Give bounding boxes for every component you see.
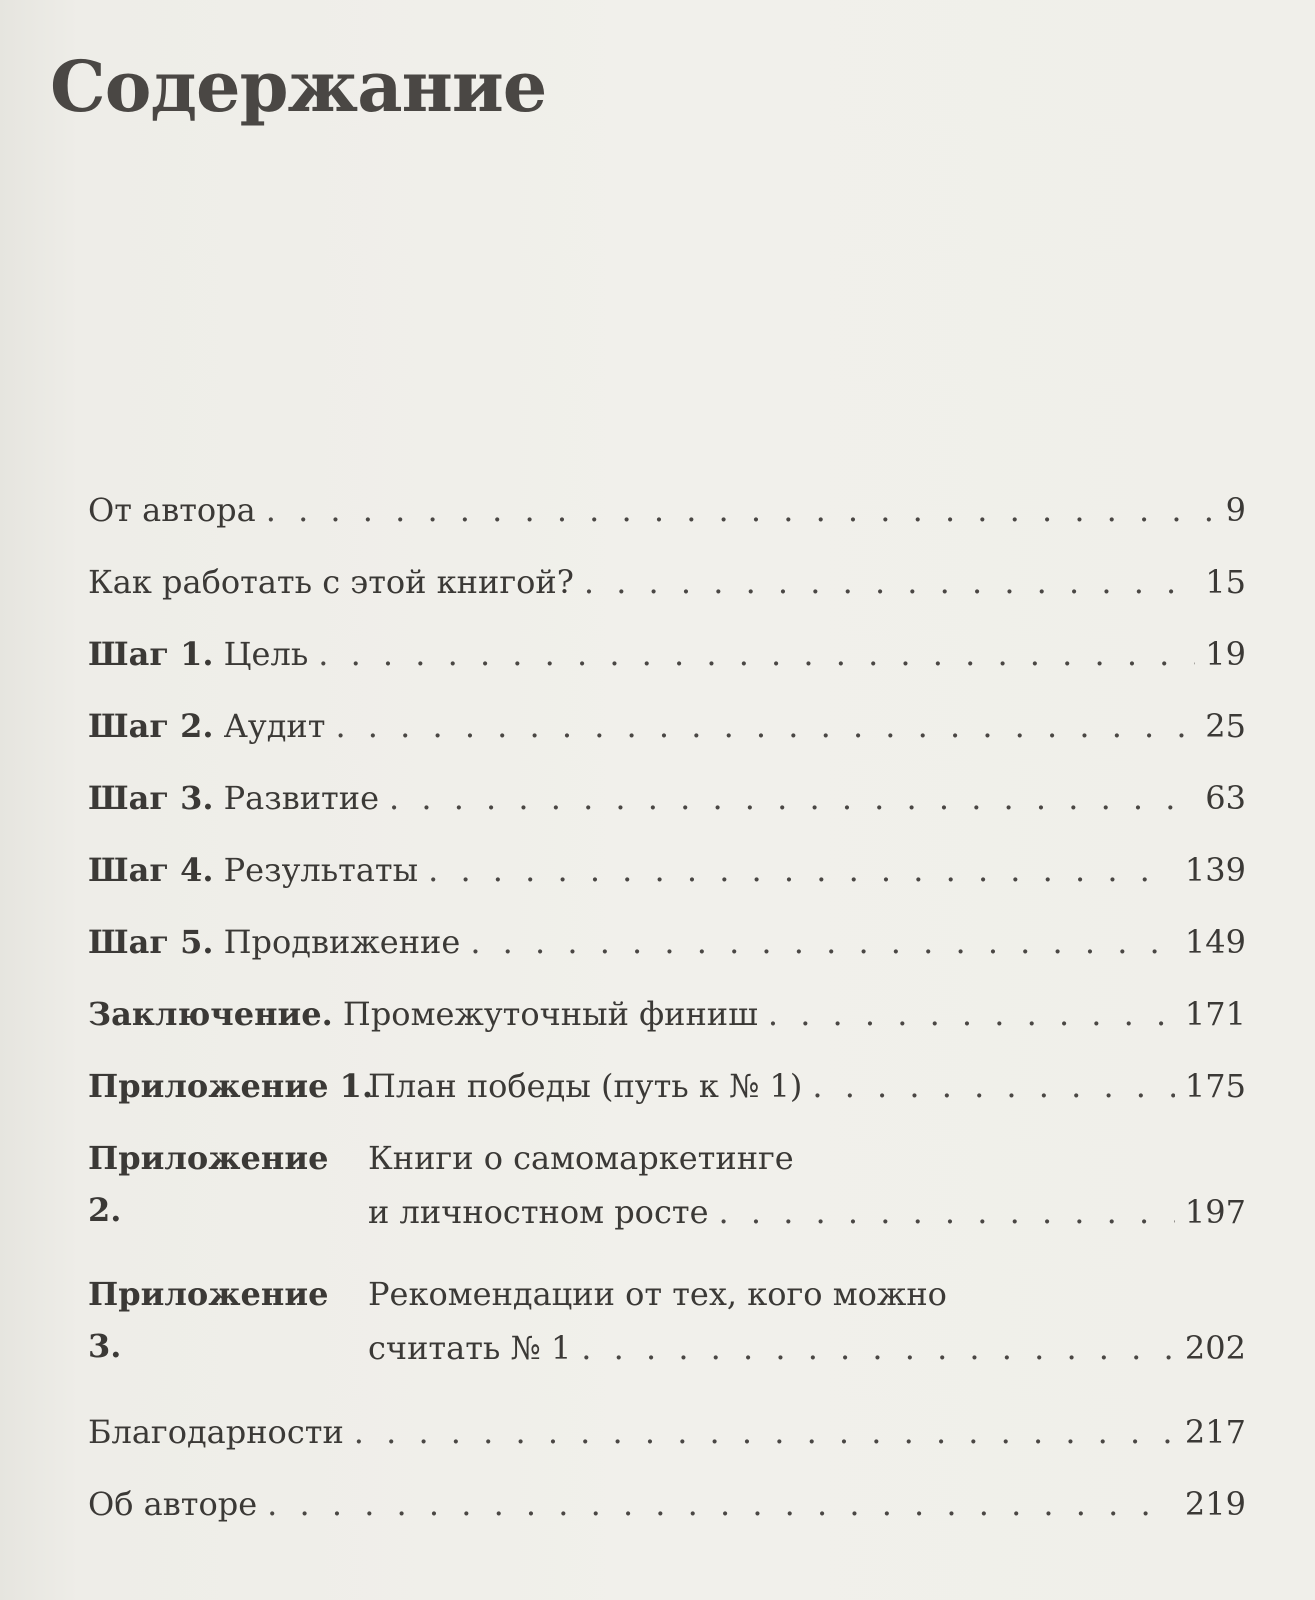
dot-leader (812, 1060, 1175, 1112)
toc-entry-appendix-3[interactable] (88, 1268, 1246, 1388)
toc-entry-text-continued: считать № 1 (368, 1329, 572, 1367)
toc-entry-label (88, 844, 418, 896)
toc-page-number: 197 (1184, 1193, 1246, 1231)
toc-entry-prefix: Шаг 4. (88, 851, 214, 889)
toc-entry-label (88, 628, 308, 680)
toc-page-number: 217 (1184, 1413, 1246, 1451)
toc-page-number: 171 (1184, 995, 1246, 1033)
dot-leader (267, 1478, 1175, 1530)
toc-entry-about-author[interactable] (88, 1478, 1246, 1550)
toc-entry-label (88, 700, 325, 752)
dot-leader (428, 844, 1175, 896)
dot-leader (584, 556, 1195, 608)
toc-entry-text: Аудит (223, 707, 326, 745)
page-title: Содержание (50, 45, 547, 128)
table-of-contents (88, 484, 1246, 1550)
toc-entry-prefix: Шаг 1. (88, 635, 214, 673)
toc-entry-text: Промежуточный финиш (342, 995, 758, 1033)
dot-leader (768, 988, 1175, 1040)
dot-leader (581, 1322, 1175, 1374)
toc-entry-step-4[interactable] (88, 844, 1246, 916)
toc-entry-text-continued: и личностном росте (368, 1193, 709, 1231)
toc-entry-text: Цель (223, 635, 309, 673)
dot-leader (266, 484, 1216, 536)
dot-leader (354, 1406, 1175, 1458)
toc-entry-prefix: Приложение 1. (88, 1067, 373, 1105)
toc-entry-from-author[interactable] (88, 484, 1246, 556)
toc-page-number: 175 (1184, 1067, 1246, 1105)
toc-entry-text: Продвижение (223, 923, 461, 961)
toc-page-number: 63 (1205, 779, 1246, 817)
toc-entry-prefix: Шаг 3. (88, 779, 214, 817)
dot-leader (719, 1186, 1175, 1238)
toc-entry-text: Благодарности (88, 1413, 344, 1451)
toc-entry-text: Развитие (223, 779, 380, 817)
toc-entry-text: Об авторе (88, 1485, 258, 1523)
toc-entry-label (88, 772, 379, 824)
toc-page-number: 139 (1184, 851, 1246, 889)
toc-entry-step-3[interactable] (88, 772, 1246, 844)
toc-entry-text: Как работать с этой книгой? (88, 563, 574, 601)
dot-leader (470, 916, 1175, 968)
toc-entry-step-1[interactable] (88, 628, 1246, 700)
toc-entry-appendix-1[interactable] (88, 1060, 1246, 1132)
toc-page-number: 202 (1184, 1329, 1246, 1367)
toc-entry-text: От автора (88, 491, 256, 529)
toc-entry-text: План победы (путь к № 1) (368, 1067, 803, 1105)
toc-page-number: 219 (1184, 1485, 1246, 1523)
toc-entry-prefix: Шаг 2. (88, 707, 214, 745)
toc-entry-text: Рекомендации от тех, кого можно (368, 1275, 947, 1313)
toc-entry-conclusion[interactable] (88, 988, 1246, 1060)
dot-leader (389, 772, 1195, 824)
toc-entry-text: Результаты (223, 851, 419, 889)
toc-entry-step-2[interactable] (88, 700, 1246, 772)
toc-entry-appendix-2[interactable] (88, 1132, 1246, 1252)
toc-page-number: 25 (1205, 707, 1246, 745)
toc-page-number: 15 (1205, 563, 1246, 601)
toc-entry-label (88, 988, 758, 1040)
toc-entry-prefix: Приложение 3. (88, 1275, 329, 1365)
toc-page-number: 9 (1225, 491, 1246, 529)
toc-page-number: 149 (1184, 923, 1246, 961)
toc-entry-acknowledgements[interactable] (88, 1406, 1246, 1478)
toc-entry-prefix: Шаг 5. (88, 923, 214, 961)
toc-page-number: 19 (1205, 635, 1246, 673)
toc-entry-how-to-work[interactable] (88, 556, 1246, 628)
toc-entry-label (88, 916, 460, 968)
dot-leader (318, 628, 1195, 680)
dot-leader (335, 700, 1195, 752)
toc-entry-prefix: Заключение. (88, 995, 333, 1033)
toc-entry-prefix: Приложение 2. (88, 1139, 329, 1229)
toc-entry-label (88, 1060, 802, 1112)
toc-entry-text: Книги о самомаркетинге (368, 1139, 794, 1177)
toc-entry-step-5[interactable] (88, 916, 1246, 988)
